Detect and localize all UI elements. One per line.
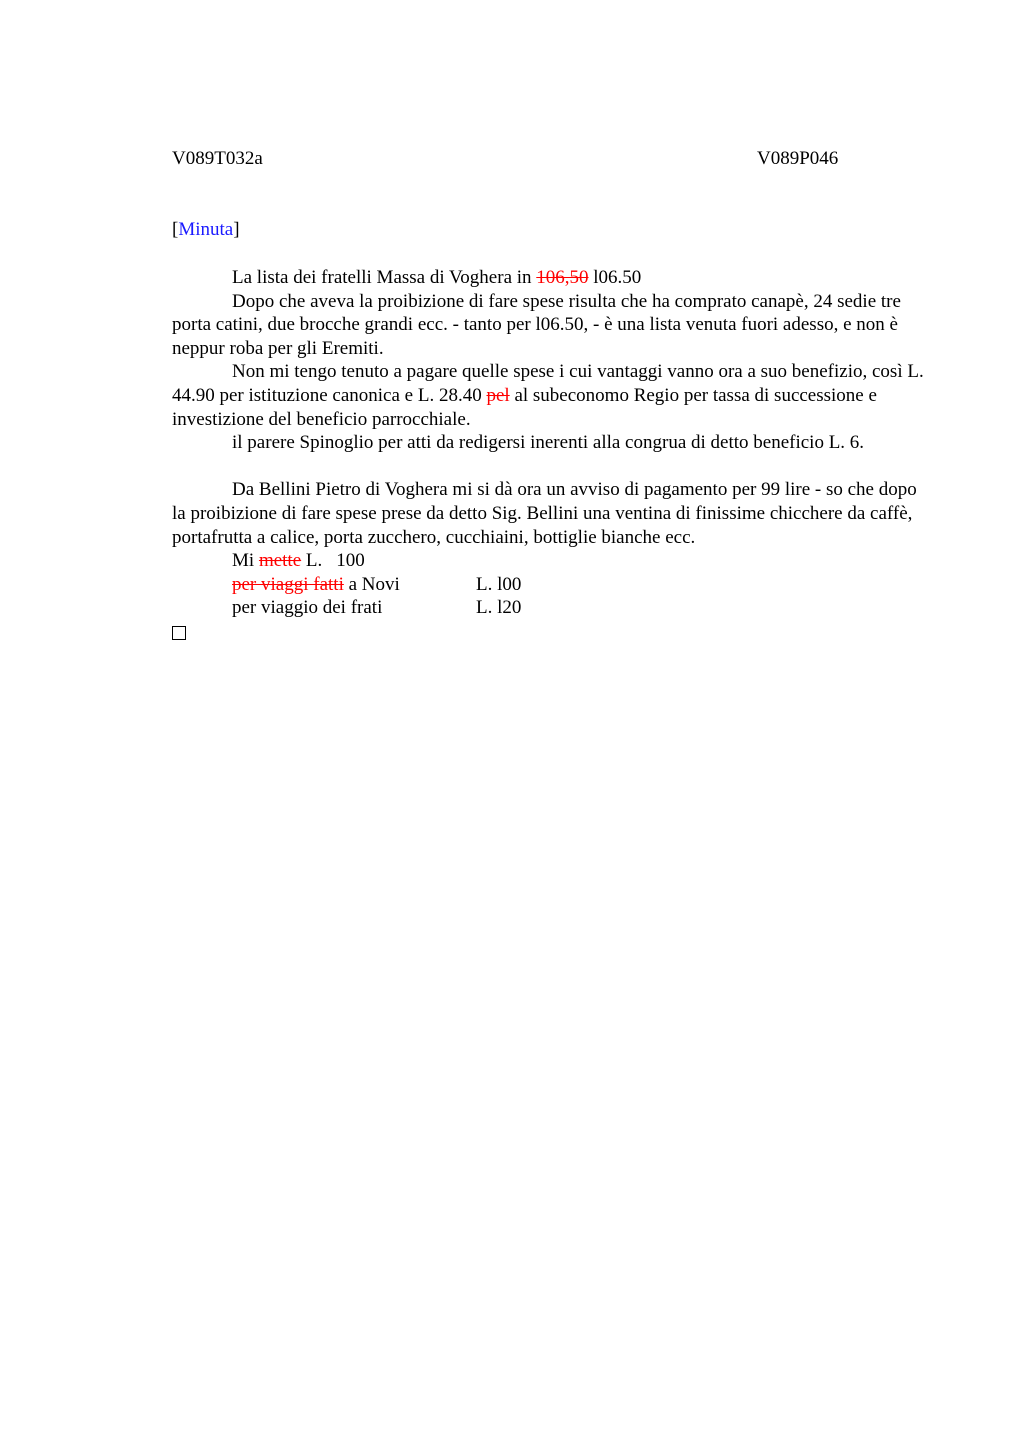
minuta-label: Minuta	[178, 219, 234, 240]
blank-line	[172, 455, 932, 479]
paragraph-3	[172, 360, 932, 431]
ledger-label	[232, 596, 476, 620]
paragraph-3-text-after: al subeconomo Regio per tassa di successione e investizione del beneficio parrocchiale.	[172, 384, 877, 430]
ledger-row	[172, 573, 932, 597]
paragraph-2: Dopo che aveva la proibizione di fare spese risulta che ha comprato canapè, 24 sedie tre porta catini, due brocche grandi ecc. - tanto per l06.50, - è una lista venuta fuori adesso, e non è neppur roba per gli Eremiti.	[172, 290, 901, 359]
ledger-label-text: a Novi	[343, 573, 400, 595]
bracket-close: ]	[233, 219, 240, 240]
ledger-amount: L. l20	[476, 597, 522, 619]
ledger-row	[172, 596, 932, 620]
paragraph-4: il parere Spinoglio per atti da redigersi inerenti alla congrua di detto beneficio L. 6.	[232, 432, 865, 454]
deleted-text: per viaggi fatti	[232, 573, 344, 595]
letter-body	[172, 266, 932, 647]
deleted-text: mette	[258, 550, 302, 572]
paragraph-1-text-after: l06.50	[588, 267, 642, 288]
paragraph-3-text: Non mi tengo tenuto a pagare quelle spese i cui vantaggi vanno ora a suo benefizio, così L. 44.90 per istituzione canonica e L. 28.40	[172, 361, 924, 406]
paragraph-1	[172, 266, 932, 290]
ledger-amount: L. l00	[476, 573, 522, 595]
mi-currency: L.	[301, 550, 323, 572]
ledger-label-text: per viaggio dei frati	[232, 597, 383, 619]
mi-text: Mi	[232, 550, 259, 572]
paragraph-1-text: La lista dei fratelli Massa di Voghera in	[232, 267, 537, 288]
empty-box-icon	[172, 626, 186, 640]
paragraph-5: Da Bellini Pietro di Voghera mi si dà ora un avviso di pagamento per 99 lire - so che dopo la proibizione di fare spese prese da detto Sig. Bellini una ventina di finissime chicchere da caffè, portafrutta a calice, porta zucchero, cucchiaini, bottiglie bianche ecc.	[172, 479, 917, 548]
mi-line	[172, 549, 932, 573]
end-marker	[172, 620, 932, 647]
deleted-text: pel	[486, 384, 510, 406]
bracket-open: [	[172, 219, 179, 240]
document-code-right: V089P046	[757, 148, 839, 169]
editorial-note	[172, 219, 240, 241]
deleted-text: 106,50	[536, 267, 589, 288]
mi-amount: 100	[336, 550, 365, 572]
document-code-left: V089T032a	[172, 148, 263, 169]
ledger-label	[232, 573, 476, 597]
